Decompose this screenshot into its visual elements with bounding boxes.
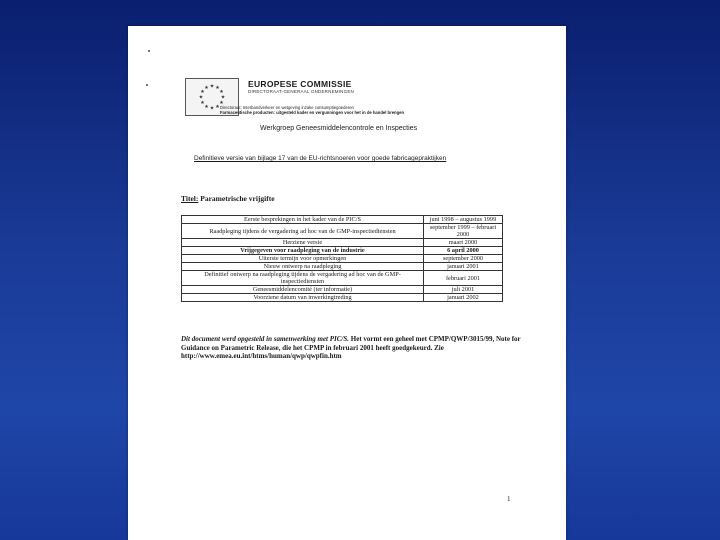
schedule-date: september 1999 – februari 2000	[424, 224, 503, 239]
flag-star-icon: ★	[219, 101, 224, 106]
schedule-row	[182, 224, 503, 239]
flag-star-icon: ★	[198, 95, 204, 101]
schedule-date: januari 2002	[424, 294, 503, 302]
schedule-date: maart 2000	[424, 239, 503, 247]
schedule-row	[182, 239, 503, 247]
document-page	[128, 26, 566, 540]
schedule-date: juni 1998 – augustus 1999	[424, 216, 503, 224]
flag-star-icon: ★	[200, 90, 205, 95]
note-text: Het vormt een geheel met CPMP/QWP/3015/99, Note for Guidance on Parametric Release, die het CPMP in februari 2001 heeft goedgekeurd. Zie	[181, 335, 521, 352]
schedule-date: januari 2001	[424, 263, 503, 271]
schedule-event: Raadpleging tijdens de vergadering ad hoc van de GMP-inspectiediensten	[182, 224, 424, 239]
schedule-event: Uiterste termijn voor opmerkingen	[182, 255, 424, 263]
schedule-date: februari 2001	[424, 271, 503, 286]
workgroup-heading: Werkgroep Geneesmiddelencontrole en Inspecties	[260, 125, 418, 132]
schedule-event: Nieuw ontwerp na raadpleging	[182, 263, 424, 271]
schedule-row	[182, 294, 503, 302]
schedule-event: Definitief ontwerp na raadpleging tijdens de vergadering ad hoc van de GMP-inspectiediensten	[182, 271, 424, 286]
flag-star-icon: ★	[209, 84, 215, 90]
schedule-event: Eerste besprekingen in het kader van de PIC/S	[182, 216, 424, 224]
flag-star-icon: ★	[215, 86, 220, 91]
title-text: Parametrische vrijgifte	[200, 194, 275, 203]
schedule-event: Herziene versie	[182, 239, 424, 247]
schedule-row	[182, 247, 503, 255]
schedule-row	[182, 271, 503, 286]
note-italic: Dit document werd opgesteld in samenwerking met PIC/S.	[181, 335, 350, 343]
directorate-line-2: Farmaceutische producten: uitgesteld kader en vergunningen voor het in de handel brengen	[220, 110, 405, 115]
page-number: 1	[507, 495, 511, 503]
definition-line: Definitieve versie van bijlage 17 van de EU-richtsnoeren voor goede fabricagepraktijken	[194, 155, 447, 162]
scan-speck	[146, 84, 148, 86]
schedule-table	[181, 215, 503, 302]
flag-star-icon: ★	[204, 86, 209, 91]
title-label: Titel:	[181, 194, 199, 203]
flag-star-icon: ★	[215, 105, 220, 110]
schedule-event: Vrijgegeven voor raadpleging van de industrie	[182, 247, 424, 255]
schedule-row	[182, 255, 503, 263]
flag-star-icon: ★	[219, 90, 224, 95]
commission-name: EUROPESE COMMISSIE	[248, 79, 352, 89]
flag-star-icon: ★	[209, 106, 215, 112]
schedule-date: 6 april 2000	[424, 247, 503, 255]
schedule-row	[182, 263, 503, 271]
scan-speck	[148, 50, 150, 52]
schedule-row	[182, 286, 503, 294]
schedule-date: september 2000	[424, 255, 503, 263]
schedule-event: Voorziene datum van inwerkingtreding	[182, 294, 424, 302]
flag-star-icon: ★	[200, 101, 205, 106]
document-title	[181, 194, 275, 203]
flag-star-icon: ★	[204, 105, 209, 110]
flag-star-icon: ★	[220, 95, 226, 101]
directorate-line-1: Directoraat: Interbandverkeer en wetgeving inzake consumptiegoederen	[220, 105, 354, 110]
cooperation-note	[181, 335, 521, 361]
directorate-general: DIRECTORAAT-GENERAAL ONDERNEMINGEN	[248, 89, 354, 94]
note-url: http://www.emea.eu.int/htms/human/qwp/qwpfin.htm	[181, 352, 342, 360]
schedule-row	[182, 216, 503, 224]
schedule-date: juli 2001	[424, 286, 503, 294]
schedule-event: Geneesmiddelencomité (ter informatie)	[182, 286, 424, 294]
